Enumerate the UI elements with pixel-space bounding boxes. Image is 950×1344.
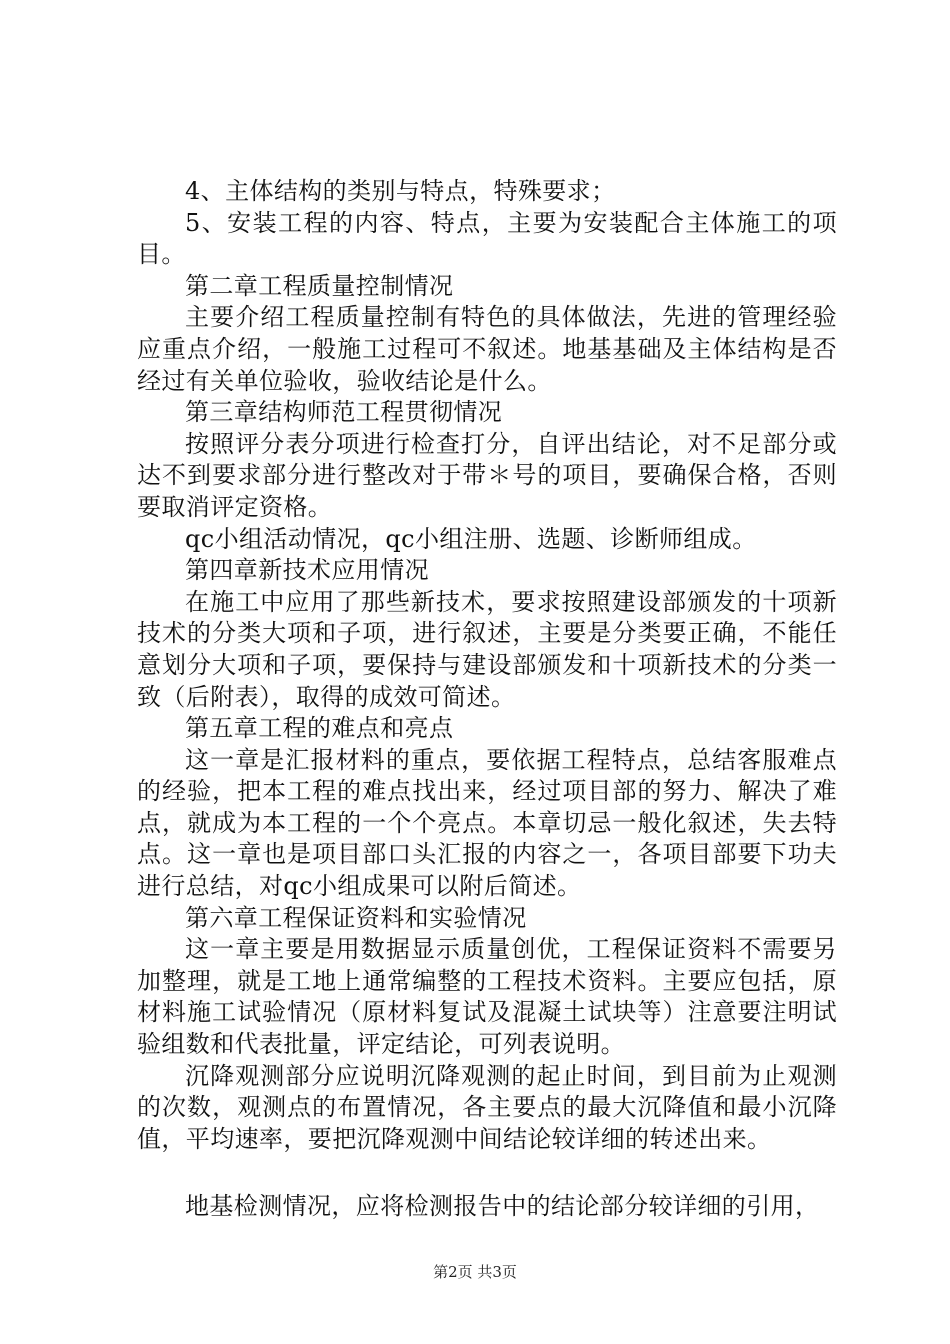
- paragraph-difficulties: 这一章是汇报材料的重点，要依据工程特点，总结客服难点的经验，把本工程的难点找出来，经过项目部的努力、解决了难点，就成为本工程的一个个亮点。本章切忌一般化叙述，失去特点。这一章也是项目部口头汇报的内容之一，各项目部要下功夫进行总结，对qc小组成果可以附后简述。: [137, 745, 837, 901]
- paragraph-quality-control: 主要介绍工程质量控制有特色的具体做法，先进的管理经验应重点介绍，一般施工过程可不叙述。地基基础及主体结构是否经过有关单位验收，验收结论是什么。: [137, 303, 837, 395]
- paragraph-data-quality: 这一章主要是用数据显示质量创优，工程保证资料不需要另加整理，就是工地上通常编整的工程技术资料。主要应包括，原材料施工试验情况（原材料复试及混凝土试块等）注意要注明试验组数和代表批量，评定结论，可列表说明。: [137, 935, 837, 1059]
- paragraph-foundation-test: 地基检测情况，应将检测报告中的结论部分较详细的引用，: [185, 1192, 820, 1221]
- paragraph-item-4: 4、主体结构的类别与特点，特殊要求；: [185, 177, 616, 205]
- chapter-heading-5: 第五章工程的难点和亮点: [185, 714, 454, 743]
- chapter-heading-6: 第六章工程保证资料和实验情况: [185, 903, 527, 932]
- paragraph-gap: [137, 1155, 837, 1191]
- chapter-heading-4: 第四章新技术应用情况: [185, 556, 429, 585]
- paragraph-settlement: 沉降观测部分应说明沉降观测的起止时间，到目前为止观测的次数，观测点的布置情况，各主要点的最大沉降值和最小沉降值，平均速率，要把沉降观测中间结论较详细的转述出来。: [137, 1061, 837, 1153]
- chapter-heading-2: 第二章工程质量控制情况: [185, 271, 454, 300]
- page-number-footer: 第2页 共3页: [433, 1263, 517, 1281]
- paragraph-item-5: 5、安装工程的内容、特点，主要为安装配合主体施工的项目。: [137, 208, 837, 269]
- document-body: [137, 176, 837, 1223]
- paragraph-scoring: 按照评分表分项进行检查打分，自评出结论，对不足部分或达不到要求部分进行整改对于带＊号的项目，要确保合格，否则要取消评定资格。: [137, 429, 837, 521]
- paragraph-qc-group: qc小组活动情况，qc小组注册、选题、诊断师组成。: [185, 524, 757, 553]
- paragraph-new-tech: 在施工中应用了那些新技术，要求按照建设部颁发的十项新技术的分类大项和子项，进行叙述，主要是分类要正确，不能任意划分大项和子项，要保持与建设部颁发和十项新技术的分类一致（后附表），取得的成效可简述。: [137, 587, 837, 711]
- chapter-heading-3: 第三章结构师范工程贯彻情况: [185, 398, 503, 427]
